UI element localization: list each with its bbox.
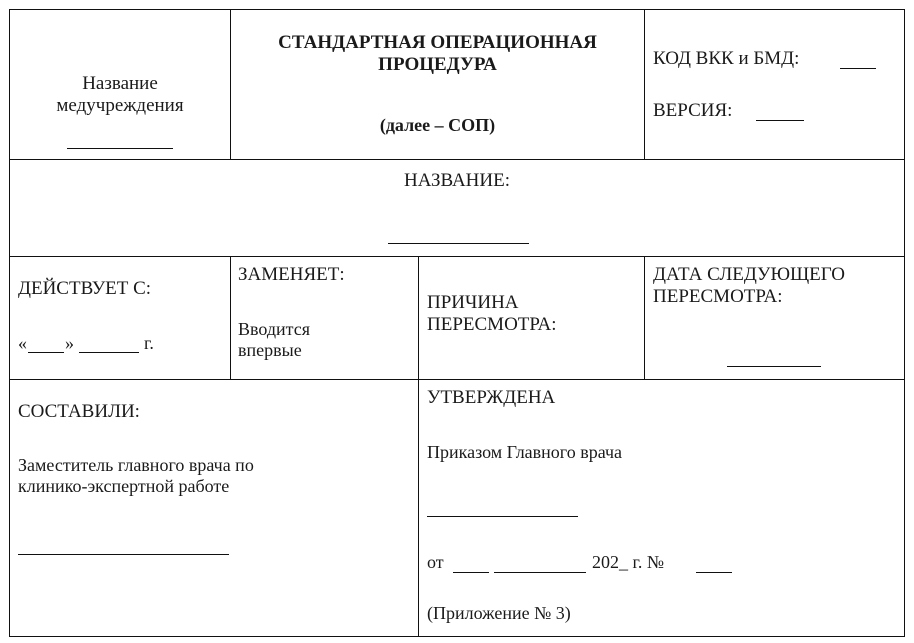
code-blank: [840, 68, 876, 69]
sop-title-abbrev: (далее – СОП): [379, 115, 496, 135]
approved-cell: [418, 379, 905, 637]
next-review-label: ДАТА СЛЕДУЮЩЕГО ПЕРЕСМОТРА:: [653, 264, 846, 307]
version-label: ВЕРСИЯ:: [653, 100, 733, 121]
compiled-label: СОСТАВИЛИ:: [18, 401, 140, 422]
order-month-blank: [494, 572, 586, 573]
reason-label: ПРИЧИНА ПЕРЕСМОТРА:: [427, 292, 557, 335]
order-from-label: от: [427, 552, 444, 572]
version-blank: [756, 120, 804, 121]
replaces-value: Вводится впервые: [238, 319, 311, 360]
org-name-blank: [67, 148, 173, 149]
appendix-note: (Приложение № 3): [427, 603, 571, 623]
effective-date-cell: [9, 256, 231, 380]
approved-signature-blank: [427, 516, 578, 517]
effective-date-open: «: [18, 333, 27, 353]
replaces-label: ЗАМЕНЯЕТ:: [238, 264, 345, 285]
approved-label: УТВЕРЖДЕНА: [427, 387, 556, 408]
effective-year-suffix: г.: [144, 333, 154, 353]
sop-header-form: [9, 9, 905, 637]
org-name-label: Название медучреждения: [56, 73, 184, 116]
order-day-blank: [453, 572, 489, 573]
effective-date-close: »: [65, 333, 74, 353]
next-review-blank: [727, 366, 821, 367]
effective-month-blank: [79, 352, 139, 353]
order-number-blank: [696, 572, 732, 573]
code-label: КОД ВКК и БМД:: [653, 48, 800, 69]
approved-by: Приказом Главного врача: [427, 442, 623, 462]
effective-day-blank: [28, 352, 64, 353]
compiled-by: Заместитель главного врача по клинико-экспертной работе: [18, 455, 254, 496]
name-label: НАЗВАНИЕ:: [403, 170, 510, 191]
sop-title: СТАНДАРТНАЯ ОПЕРАЦИОННАЯ ПРОЦЕДУРА: [278, 32, 597, 75]
order-year-number-label: 202_ г. №: [592, 552, 665, 572]
name-blank: [388, 243, 529, 244]
code-version-cell: [644, 9, 905, 160]
compiled-signature-blank: [18, 554, 229, 555]
effective-label: ДЕЙСТВУЕТ С:: [18, 278, 152, 299]
